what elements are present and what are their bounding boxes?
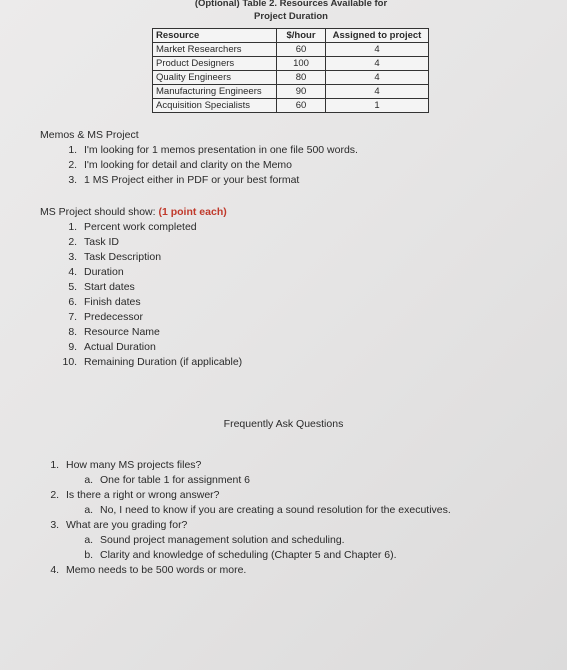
list-item: 1. Percent work completed (80, 220, 242, 235)
table-row (153, 71, 429, 85)
table-row (153, 57, 429, 71)
question-text: How many MS projects files? (66, 459, 202, 471)
cell-assigned: 4 (326, 57, 429, 71)
faq-question (62, 488, 451, 518)
question-text: What are you grading for? (66, 519, 188, 531)
cell-assigned: 4 (326, 71, 429, 85)
faq-question (62, 563, 451, 578)
answer-list (66, 473, 451, 488)
answer-list (66, 503, 451, 518)
list-item: 1. I'm looking for 1 memos presentation in one file 500 words. (80, 143, 358, 158)
list-item: 5. Start dates (80, 280, 242, 295)
question-text: Is there a right or wrong answer? (66, 489, 220, 501)
faq-title: Frequently Ask Questions (223, 418, 344, 430)
table-row (153, 99, 429, 113)
faq-answer: a. Sound project management solution and scheduling. (96, 533, 451, 548)
cell-rate: 80 (277, 71, 326, 85)
faq-section (22, 458, 451, 578)
faq-answer: a. One for table 1 for assignment 6 (96, 473, 451, 488)
header-assigned: Assigned to project (326, 29, 429, 43)
list-item: 3. Task Description (80, 250, 242, 265)
table-caption-line1: (Optional) Table 2. Resources Available for (194, 0, 388, 9)
cell-rate: 60 (277, 43, 326, 57)
points-note: (1 point each) (158, 206, 227, 218)
faq-list (22, 458, 451, 578)
list-item: 9. Actual Duration (80, 340, 242, 355)
header-rate: $/hour (277, 29, 326, 43)
resources-table (152, 28, 429, 113)
list-item: 2. I'm looking for detail and clarity on the Memo (80, 158, 358, 173)
cell-resource: Manufacturing Engineers (153, 85, 277, 99)
faq-answer: b. Clarity and knowledge of scheduling (Chapter 5 and Chapter 6). (96, 548, 451, 563)
faq-question (62, 458, 451, 488)
list-item: 8. Resource Name (80, 325, 242, 340)
table-row (153, 43, 429, 57)
table-header-row (153, 29, 429, 43)
table-caption (150, 0, 432, 23)
list-item: 3. 1 MS Project either in PDF or your best format (80, 173, 358, 188)
table-caption-line2: Project Duration (254, 11, 328, 22)
list-item: 6. Finish dates (80, 295, 242, 310)
cell-assigned: 4 (326, 85, 429, 99)
cell-rate: 100 (277, 57, 326, 71)
list-item: 4. Duration (80, 265, 242, 280)
msproject-heading-text: MS Project should show: (40, 206, 159, 218)
memos-list (40, 143, 358, 188)
cell-resource: Product Designers (153, 57, 277, 71)
msproject-heading (40, 205, 242, 220)
list-item: 2. Task ID (80, 235, 242, 250)
list-item: 7. Predecessor (80, 310, 242, 325)
list-item: 10. Remaining Duration (if applicable) (80, 355, 242, 370)
cell-assigned: 1 (326, 99, 429, 113)
question-text: Memo needs to be 500 words or more. (66, 564, 247, 576)
table-row (153, 85, 429, 99)
msproject-list (40, 220, 242, 370)
faq-question (62, 518, 451, 563)
msproject-section (40, 205, 242, 370)
faq-answer: a. No, I need to know if you are creating a sound resolution for the executives. (96, 503, 451, 518)
memos-heading: Memos & MS Project (40, 129, 139, 141)
cell-rate: 90 (277, 85, 326, 99)
cell-rate: 60 (277, 99, 326, 113)
answer-list (66, 533, 451, 563)
header-resource: Resource (153, 29, 277, 43)
cell-assigned: 4 (326, 43, 429, 57)
memos-section (40, 128, 358, 188)
cell-resource: Acquisition Specialists (153, 99, 277, 113)
cell-resource: Quality Engineers (153, 71, 277, 85)
cell-resource: Market Researchers (153, 43, 277, 57)
